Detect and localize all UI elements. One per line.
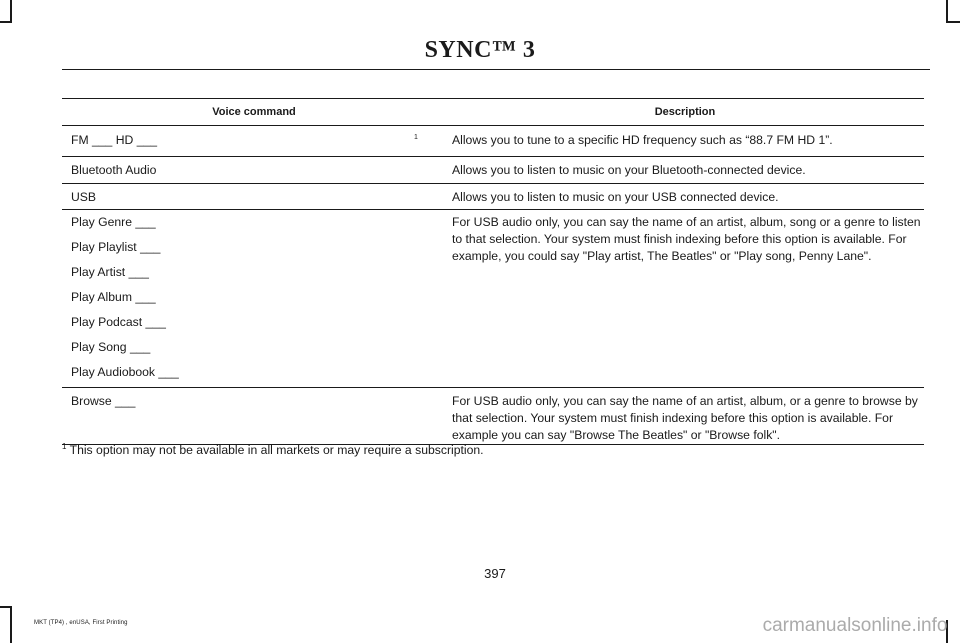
voice-command-cell xyxy=(62,157,446,183)
footnote-marker: 1 xyxy=(62,442,67,451)
crop-mark xyxy=(946,21,960,23)
footnote xyxy=(62,443,484,457)
table-header xyxy=(62,98,924,126)
voice-command: Play Album ___ xyxy=(71,290,156,304)
page-number: 397 xyxy=(484,566,506,581)
voice-command: Play Podcast ___ xyxy=(71,315,166,329)
voice-command-cell xyxy=(62,388,446,444)
voice-command-cell xyxy=(62,210,446,387)
voice-command: Play Song ___ xyxy=(71,340,151,354)
table-row xyxy=(62,157,924,184)
voice-command: USB xyxy=(71,190,97,204)
watermark: carmanualsonline.info xyxy=(762,614,948,636)
page-title: SYNC™ 3 xyxy=(424,37,536,63)
voice-command: Play Audiobook ___ xyxy=(71,365,179,379)
crop-mark xyxy=(10,606,12,643)
edition-label: MKT (TP4) , enUSA, First Printing xyxy=(34,620,128,626)
crop-mark xyxy=(0,606,12,608)
crop-mark xyxy=(0,21,12,23)
voice-command-cell xyxy=(62,126,446,156)
voice-command: Play Genre ___ xyxy=(71,215,156,229)
table-row xyxy=(62,210,924,388)
voice-command: Bluetooth Audio xyxy=(71,163,157,177)
description-cell: Allows you to listen to music on your Bluetooth-connected device. xyxy=(452,163,806,177)
table-row xyxy=(62,184,924,210)
voice-command: Browse ___ xyxy=(71,394,136,408)
description-cell: Allows you to tune to a specific HD frequency such as “88.7 FM HD 1”. xyxy=(452,133,833,147)
table-row xyxy=(62,388,924,445)
footnote-text: This option may not be available in all markets or may require a subscription. xyxy=(69,443,484,457)
table-row xyxy=(62,126,924,157)
voice-command-cell xyxy=(62,184,446,209)
header-divider xyxy=(62,69,930,70)
footnote-reference: 1 xyxy=(414,134,418,141)
column-header-voice-command: Voice command xyxy=(212,106,296,118)
voice-command: FM ___ HD ___ xyxy=(71,133,158,147)
voice-command-table xyxy=(62,98,924,445)
voice-command: Play Playlist ___ xyxy=(71,240,161,254)
description-cell: For USB audio only, you can say the name of an artist, album, song or a genre to listen to that selection. Your system must finish indexing before this option is available. For example, you could say "Play artist, The Beatles" or "Play song, Penny Lane". xyxy=(452,215,921,263)
column-header-description: Description xyxy=(654,106,716,118)
crop-mark xyxy=(10,0,12,22)
description-cell: Allows you to listen to music on your USB connected device. xyxy=(452,190,779,204)
description-cell: For USB audio only, you can say the name of an artist, album, or a genre to browse by that selection. Your system must finish indexing before this option is available. For example you can say "Browse The Beatles" or "Browse folk". xyxy=(452,394,918,442)
voice-command: Play Artist ___ xyxy=(71,265,149,279)
crop-mark xyxy=(946,0,948,22)
